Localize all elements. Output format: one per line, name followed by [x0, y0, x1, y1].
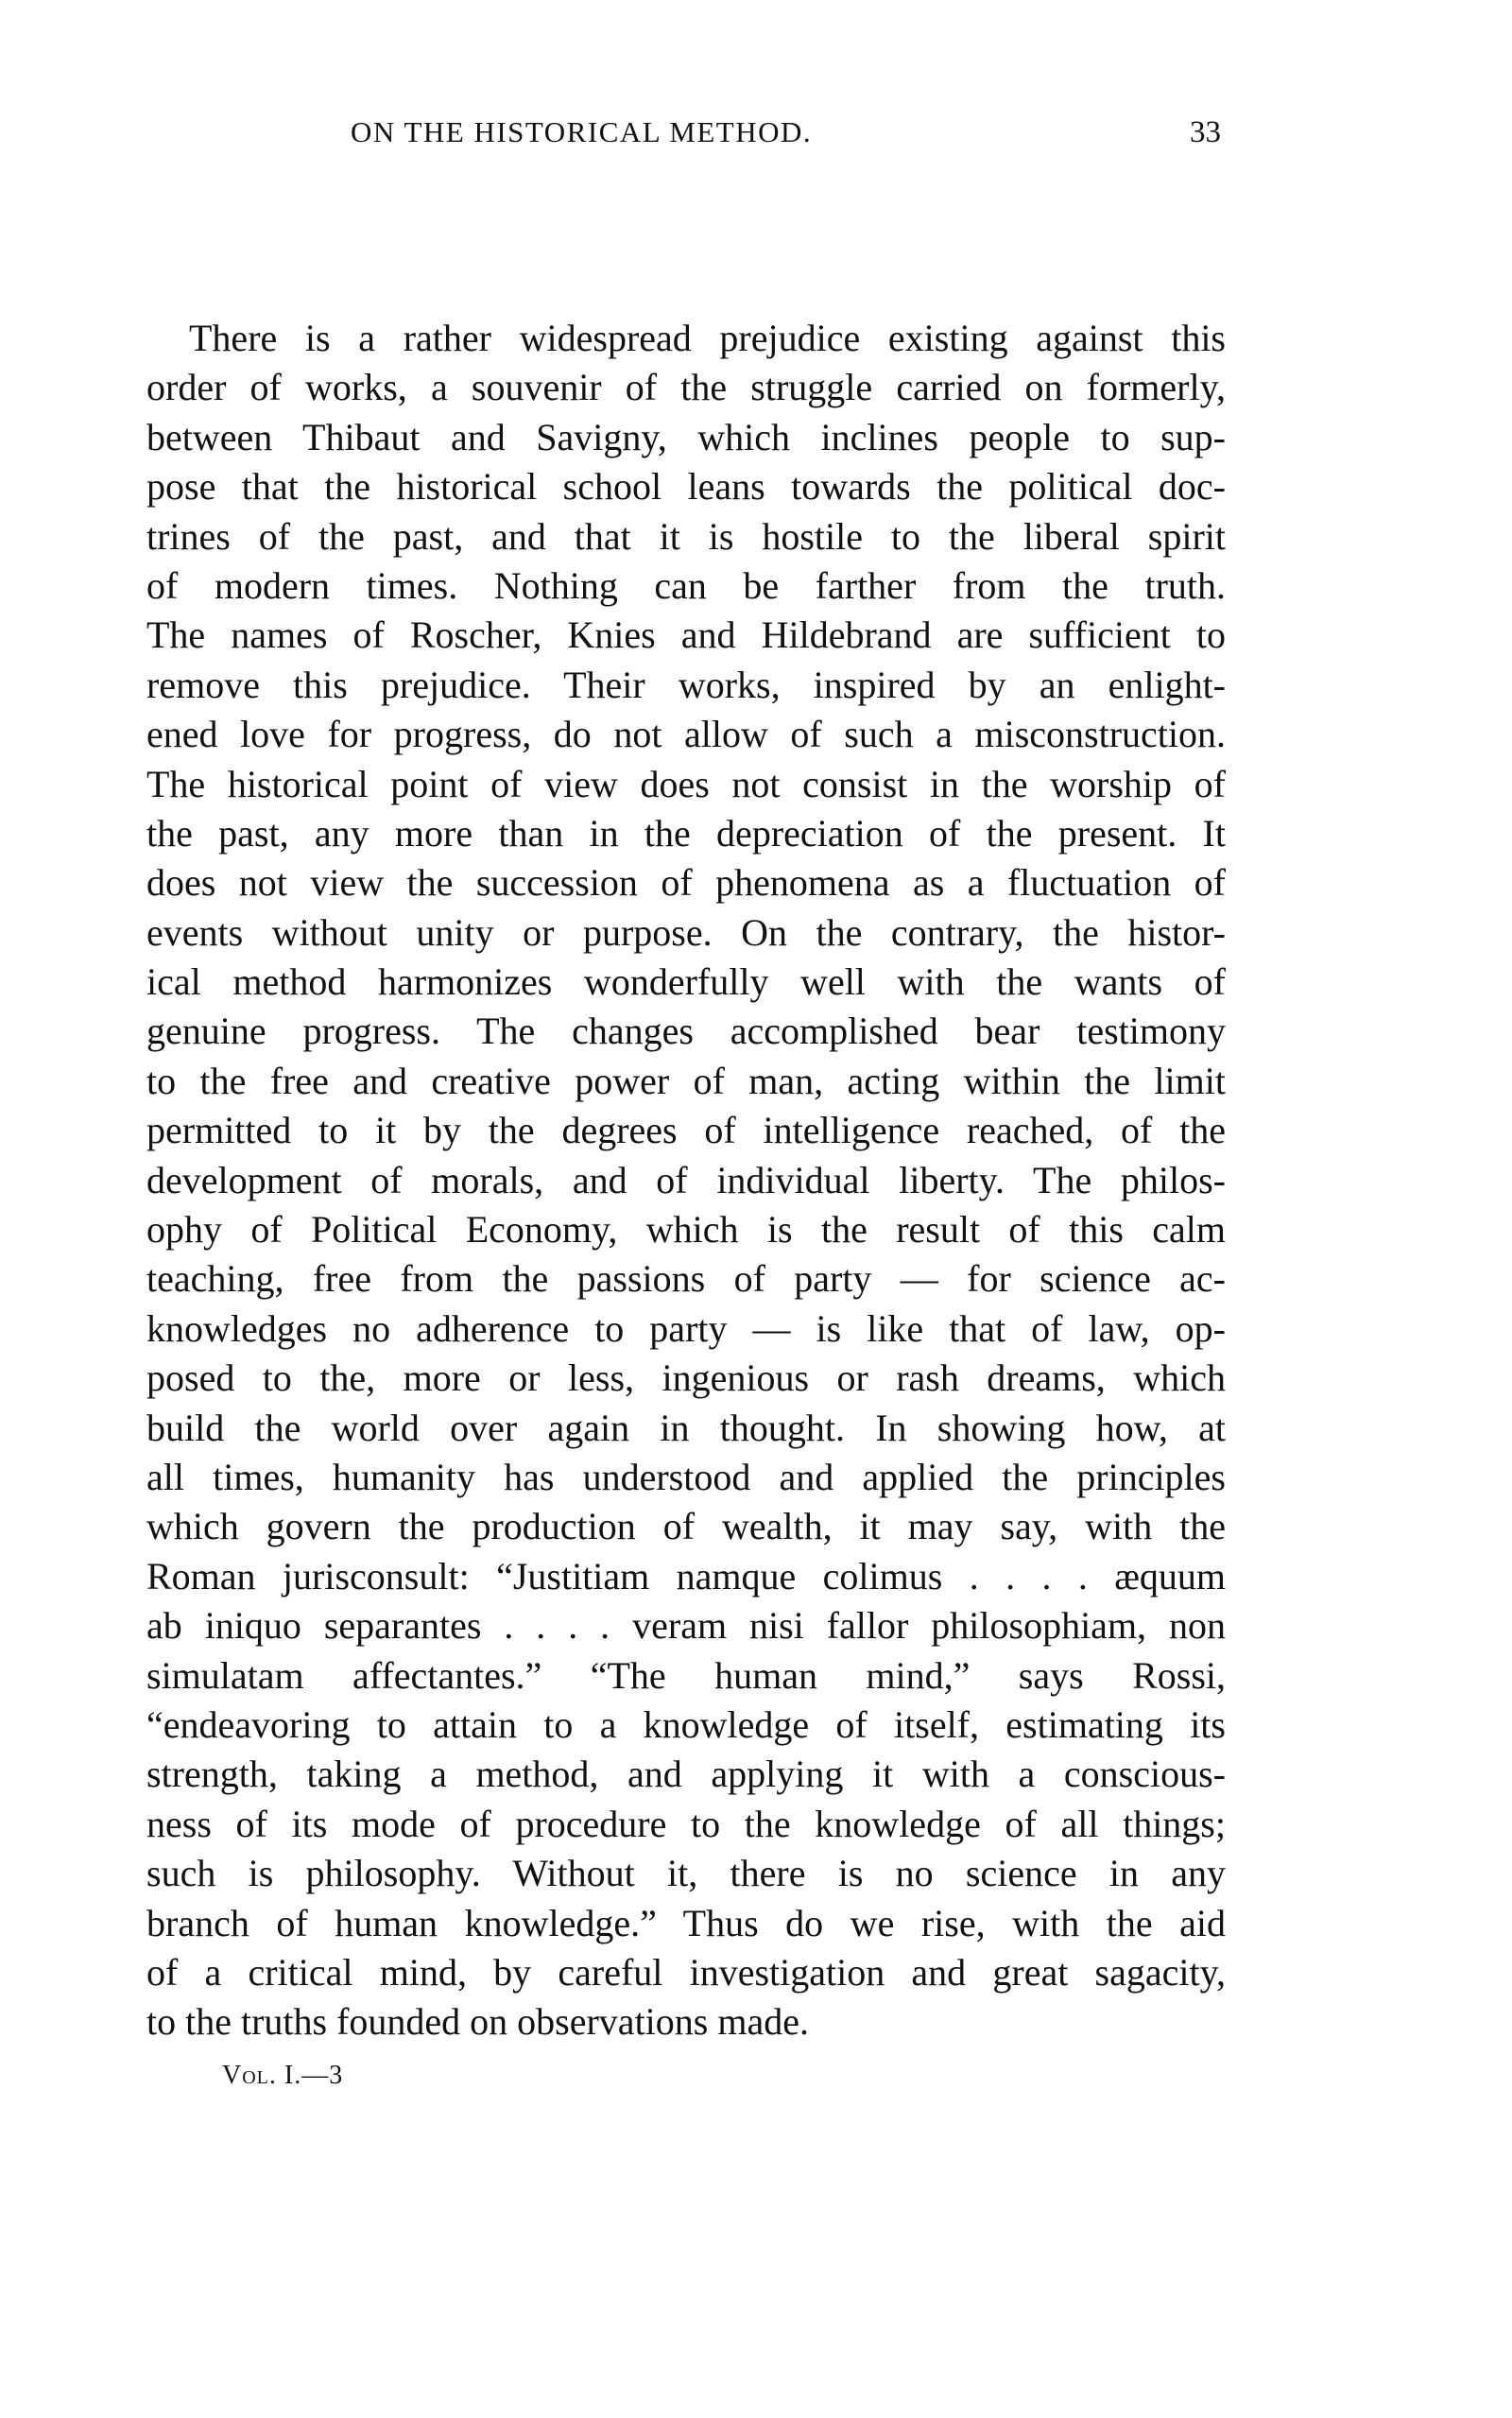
body-paragraph — [146, 314, 1226, 2047]
text-line: pose that the historical school leans towards the political doc- — [146, 465, 1226, 509]
text-line: ened love for progress, do not allow of such a misconstruction. — [146, 713, 1226, 756]
text-line: There is a rather widespread prejudice existing against this — [189, 317, 1226, 359]
text-line: all times, humanity has understood and applied the principles — [146, 1455, 1226, 1498]
text-line: teaching, free from the passions of party — for science ac- — [146, 1257, 1226, 1301]
text-line: which govern the production of wealth, it may say, with the — [146, 1505, 1226, 1548]
text-line: to the free and creative power of man, acting within the limit — [146, 1059, 1226, 1102]
text-line: trines of the past, and that it is hostile to the liberal spirit — [146, 514, 1226, 558]
text-line: remove this prejudice. Their works, inspired by an enlight- — [146, 663, 1226, 706]
text-line: to the truths founded on observations made. — [146, 2000, 809, 2044]
text-line: knowledges no adherence to party — is like that of law, op- — [146, 1306, 1226, 1350]
text-line: events without unity or purpose. On the contrary, the histor- — [146, 910, 1226, 954]
text-line: The historical point of view does not consist in the worship of — [146, 762, 1226, 805]
text-line: ab iniquo separantes . . . . veram nisi fallor philosophiam, non — [146, 1604, 1226, 1648]
text-line: Roman jurisconsult: “Justitiam namque colimus . . . . æquum — [146, 1554, 1226, 1598]
running-title: ON THE HISTORICAL METHOD. — [351, 115, 813, 148]
text-line: branch of human knowledge.” Thus do we rise, with the aid — [146, 1901, 1226, 1944]
text-line: of modern times. Nothing can be farther from the truth. — [146, 563, 1226, 607]
text-line: ophy of Political Economy, which is the result of this calm — [146, 1208, 1226, 1252]
text-line: development of morals, and of individual liberty. The philos- — [146, 1158, 1226, 1201]
text-line: strength, taking a method, and applying it with a conscious- — [146, 1753, 1226, 1796]
text-line: build the world over again in thought. In showing how, at — [146, 1406, 1226, 1449]
text-line: posed to the, more or less, ingenious or rash dreams, which — [146, 1356, 1226, 1400]
text-line: permitted to it by the degrees of intelligence reached, of the — [146, 1109, 1226, 1152]
text-line: The names of Roscher, Knies and Hildebrand are sufficient to — [146, 613, 1226, 657]
text-line: does not view the succession of phenomena as a fluctuation of — [146, 861, 1226, 905]
signature-mark — [222, 2061, 343, 2091]
page-number: 33 — [1190, 115, 1221, 149]
text-line: order of works, a souvenir of the struggle carried on formerly, — [146, 366, 1226, 409]
text-line: “endeavoring to attain to a knowledge of itself, estimating its — [146, 1702, 1226, 1746]
text-line: simulatam affectantes.” “The human mind,” says Rossi, — [146, 1653, 1226, 1697]
running-head — [146, 112, 1226, 153]
signature-mark-text: Vol. I.—3 — [222, 2061, 344, 2090]
text-line: of a critical mind, by careful investigation and great sagacity, — [146, 1950, 1226, 1994]
text-line: genuine progress. The changes accomplished bear testimony — [146, 1010, 1226, 1053]
text-line: the past, any more than in the depreciation of the present. It — [146, 811, 1226, 855]
text-line: such is philosophy. Without it, there is no science in any — [146, 1852, 1226, 1895]
text-line: ness of its mode of procedure to the knowledge of all things; — [146, 1802, 1226, 1845]
text-line: ical method harmonizes wonderfully well with the wants of — [146, 960, 1226, 1004]
text-line: between Thibaut and Savigny, which inclines people to sup- — [146, 415, 1226, 458]
